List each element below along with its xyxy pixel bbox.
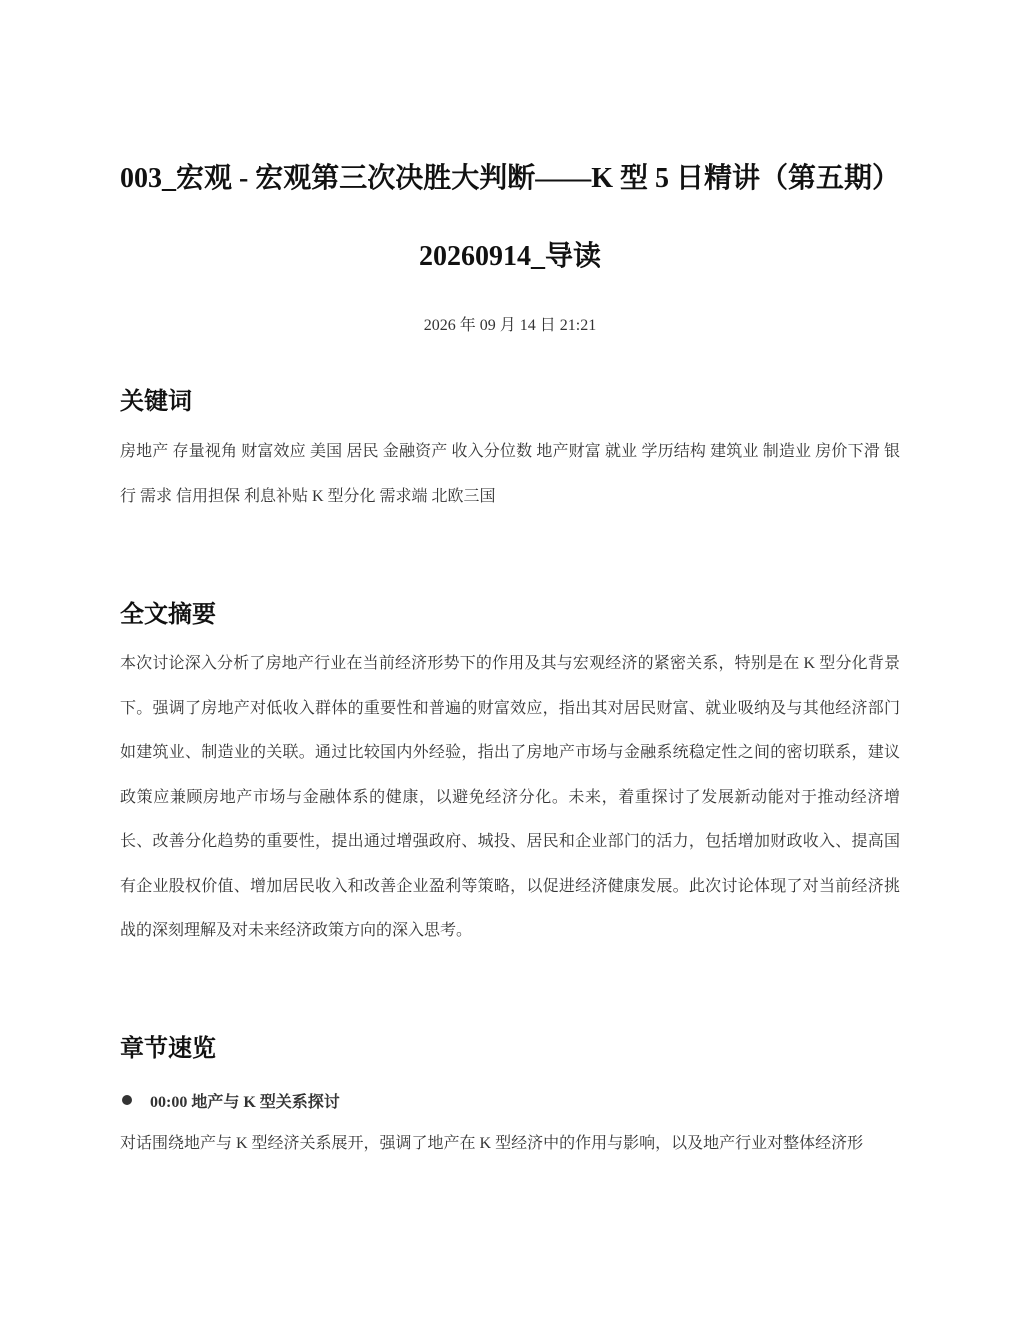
document-date: 2026 年 09 月 14 日 21:21 <box>423 317 597 334</box>
chapters-heading: 章节速览 <box>120 1034 216 1062</box>
chapter-item <box>120 1086 900 1114</box>
keywords-heading: 关键词 <box>120 387 192 415</box>
document-title: 003_宏观 - 宏观第三次决胜大判断——K 型 5 日精讲（第五期）20260914_导读 <box>119 163 901 272</box>
keywords-text: 房地产 存量视角 财富效应 美国 居民 金融资产 收入分位数 地产财富 就业 学历结构 建筑业 制造业 房价下滑 银行 需求 信用担保 利息补贴 K 型分化 需求端 北欧三国 <box>120 443 900 505</box>
summary-heading: 全文摘要 <box>120 600 216 628</box>
summary-text: 本次讨论深入分析了房地产行业在当前经济形势下的作用及其与宏观经济的紧密关系，特别是在 K 型分化背景下。强调了房地产对低收入群体的重要性和普遍的财富效应，指出其对居民财富、就业吸纳及与其他经济部门如建筑业、制造业的关联。通过比较国内外经验，指出了房地产市场与金融系统稳定性之间的密切联系，建议政策应兼顾房地产市场与金融体系的健康，以避免经济分化。未来，着重探讨了发展新动能对于推动经济增长、改善分化趋势的重要性，提出通过增强政府、城投、居民和企业部门的活力，包括增加财政收入、提高国有企业股权价值、增加居民收入和改善企业盈利等策略，以促进经济健康发展。此次讨论体现了对当前经济挑战的深刻理解及对未来经济政策方向的深入思考。 <box>120 655 900 939</box>
chapter-text: 对话围绕地产与 K 型经济关系展开，强调了地产在 K 型经济中的作用与影响，以及地产行业对整体经济形 <box>120 1135 864 1152</box>
bullet-icon <box>122 1095 132 1105</box>
chapter-title: 00:00 地产与 K 型关系探讨 <box>150 1093 340 1111</box>
